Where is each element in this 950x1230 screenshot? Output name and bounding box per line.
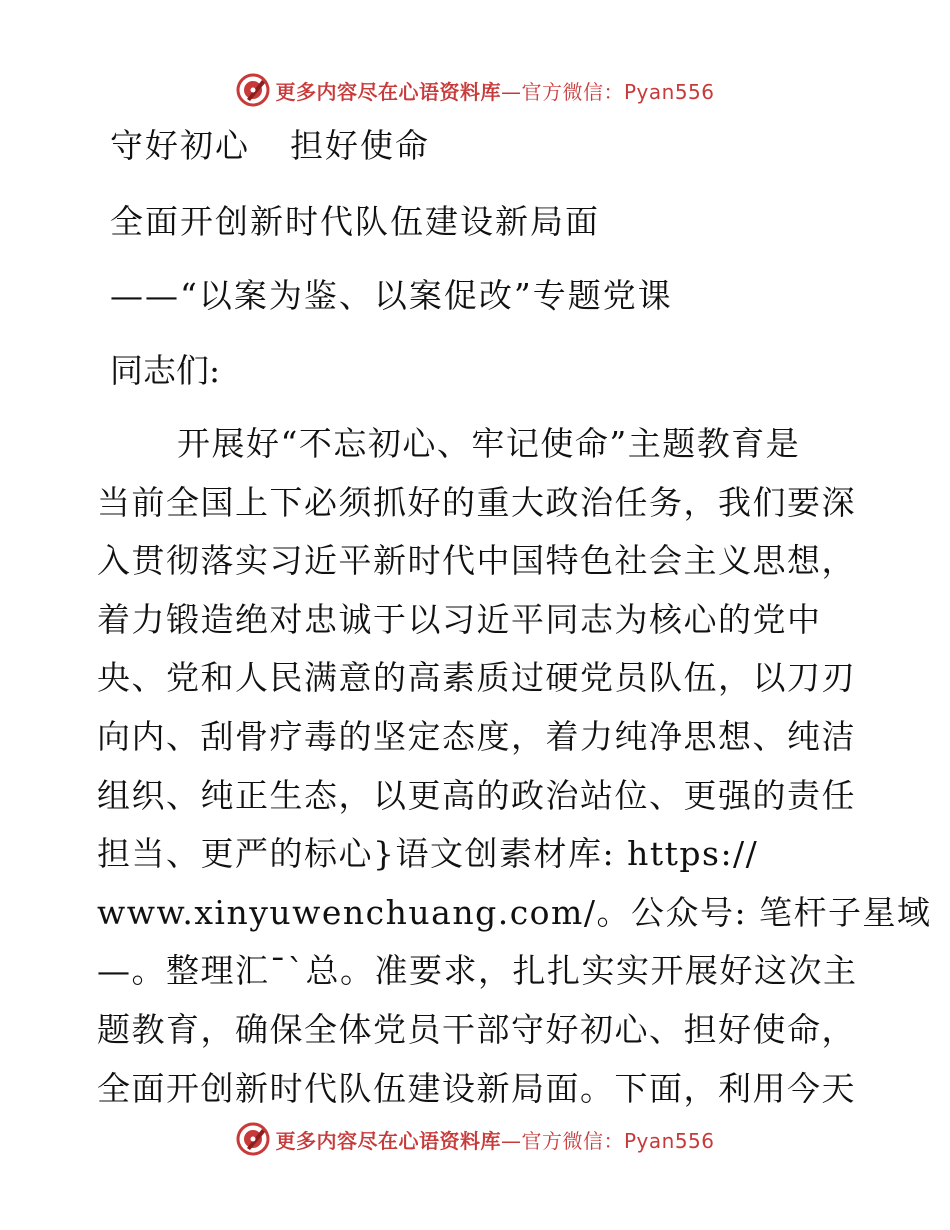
banner-wechat-id: Pyan556 bbox=[623, 1128, 715, 1153]
paragraph-line: www.xinyuwenchuang.com/。公众号: 笔杆子星域 bbox=[97, 892, 932, 932]
banner-separator: — bbox=[500, 1128, 522, 1153]
document-subtitle-dash: ——“以案为鉴、以案促改”专题党课 bbox=[110, 276, 673, 315]
banner-main-text: 更多内容尽在心语资料库 bbox=[275, 1128, 501, 1153]
document-title bbox=[110, 126, 430, 166]
title-part-b: 担好使命 bbox=[290, 126, 430, 165]
document-subtitle: 全面开创新时代队伍建设新局面 bbox=[110, 202, 600, 241]
banner-wechat-label: 官方微信： bbox=[521, 79, 624, 104]
pen-nib-logo-icon bbox=[235, 1121, 271, 1157]
paragraph-line: 题教育，确保全体党员干部守好初心、担好使命， bbox=[97, 1009, 856, 1049]
footer-watermark-banner bbox=[0, 1119, 950, 1159]
paragraph-line: 全面开创新时代队伍建设新局面。下面，利用今天 bbox=[97, 1068, 856, 1108]
paragraph-line: 央、党和人民满意的高素质过硬党员队伍，以刀刃 bbox=[97, 658, 856, 698]
greeting: 同志们: bbox=[110, 351, 221, 390]
body-paragraph bbox=[97, 420, 932, 1123]
paragraph-line: 入贯彻落实习近平新时代中国特色社会主义思想， bbox=[97, 541, 856, 581]
paragraph-line: 着力锻造绝对忠诚于以习近平同志为核心的党中 bbox=[97, 599, 822, 639]
paragraph-line: 当前全国上下必须抓好的重大政治任务，我们要深 bbox=[97, 482, 856, 522]
banner-main-text: 更多内容尽在心语资料库 bbox=[275, 79, 501, 104]
banner-separator: — bbox=[500, 79, 522, 104]
paragraph-line: 开展好“不忘初心、牢记使命”主题教育是 bbox=[177, 424, 801, 463]
paragraph-line: 组织、纯正生态，以更高的政治站位、更强的责任 bbox=[97, 775, 856, 815]
paragraph-line: 向内、刮骨疗毒的坚定态度，着力纯净思想、纯洁 bbox=[97, 716, 856, 756]
pen-nib-logo-icon bbox=[235, 72, 271, 108]
title-part-a: 守好初心 bbox=[110, 126, 250, 165]
banner-wechat-label: 官方微信： bbox=[521, 1128, 624, 1153]
paragraph-line: 担当、更严的标心}语文创素材库: https:// bbox=[97, 834, 759, 874]
paragraph-line: —。整理汇¯`总。准要求，扎扎实实开展好这次主 bbox=[97, 951, 858, 991]
banner-text bbox=[275, 76, 714, 105]
header-watermark-banner bbox=[0, 70, 950, 110]
banner-wechat-id: Pyan556 bbox=[623, 79, 715, 104]
banner-text bbox=[275, 1125, 714, 1154]
